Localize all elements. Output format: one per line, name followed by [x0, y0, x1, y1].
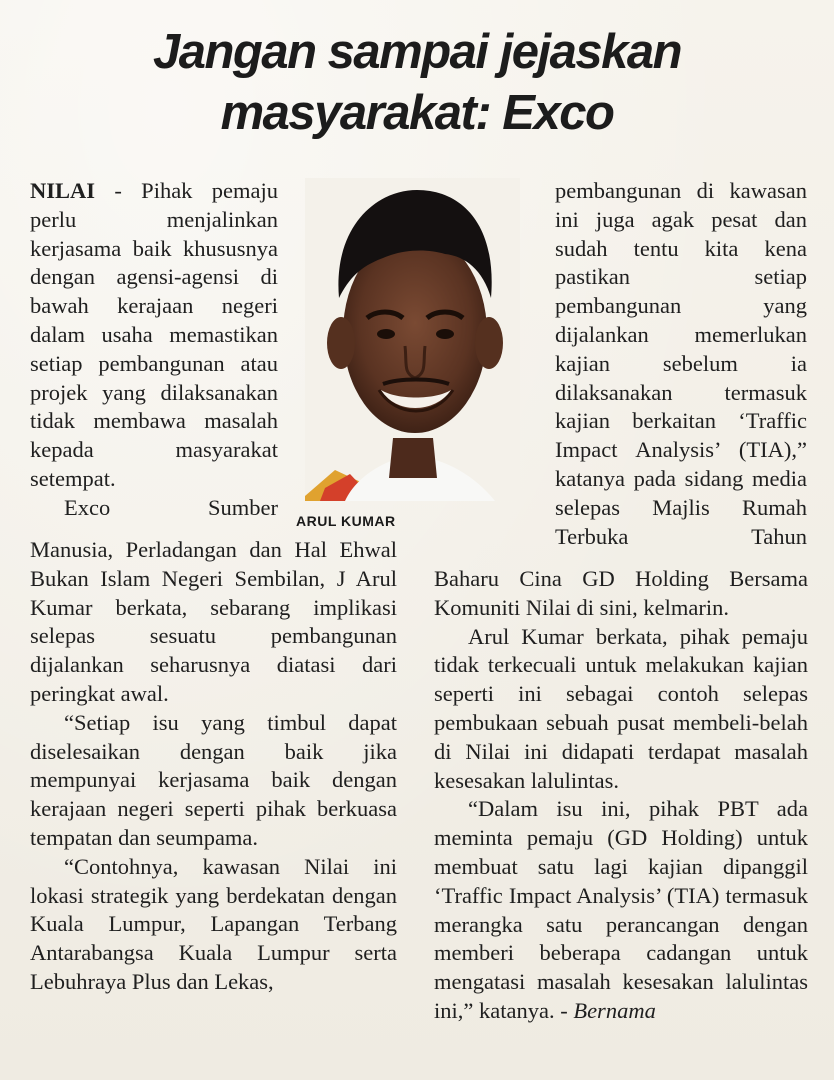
paragraph-4-end: Baharu Cina GD Holding Bersama Komuniti Nilai di sini, kelmarin. [434, 566, 808, 620]
paragraph-2-rest: Manusia, Perladangan dan Hal Ehwal Bukan Islam Negeri Sembilan, J Arul Kumar berkata, sebarang implikasi selepas sesuatu pembangunan dijalankan seharusnya diatasi dari peringkat awal. [30, 537, 397, 706]
column-right-upper [555, 177, 807, 551]
paragraph-2-start: Exco Sumber [64, 494, 278, 520]
paragraph-6 [434, 795, 808, 1025]
column-left-lower [30, 536, 397, 997]
paragraph-1 [30, 177, 278, 494]
paragraph-5: Arul Kumar berkata, pihak pemaju tidak terkecuali untuk melakukan kajian seperti ini sebagai contoh selepas pembukaan sebuah pusat membeli-belah di Nilai ini didapati terdapat masalah kesesakan lalulintas. [434, 623, 808, 793]
headline-line-2: masyarakat: Exco [220, 86, 614, 140]
column-right-lower [434, 565, 808, 1026]
paragraph-1-text: - Pihak pemaju perlu menjalinkan kerjasama baik khususnya dengan agensi-agensi di bawah kerajaan negeri dalam usaha memastikan setiap pembangunan atau projek yang dilaksanakan tidak membawa masalah kepada masyarakat setempat. [30, 178, 278, 491]
paragraph-3: “Setiap isu yang timbul dapat diselesaikan dengan baik jika mempunyai kerjasama baik dengan kerajaan negeri seperti pihak berkuasa tempatan dan seumpama. [30, 709, 397, 850]
byline: Bernama [573, 997, 656, 1023]
headline [0, 22, 834, 144]
headline-line-1: Jangan sampai jejaskan [152, 25, 682, 79]
portrait-photo [305, 178, 520, 501]
dateline: NILAI [30, 178, 96, 203]
paragraph-4-continued: pembangunan di kawasan ini juga agak pesat dan sudah tentu kita kena pastikan setiap pembangunan yang dijalankan memerlukan kajian sebelum ia dilaksanakan termasuk kajian berkaitan ‘Traffic Impact Analysis’ (TIA),” katanya pada sidang media selepas Majlis Rumah Terbuka Tahun [555, 178, 807, 549]
photo-caption: ARUL KUMAR [296, 513, 396, 529]
paragraph-4: “Contohnya, kawasan Nilai ini lokasi strategik yang berdekatan dengan Kuala Lumpur, Lapangan Terbang Antarabangsa Kuala Lumpur serta Lebuhraya Plus dan Lekas, [30, 853, 397, 994]
column-left-upper [30, 177, 278, 523]
paragraph-6-text: “Dalam isu ini, pihak PBT ada meminta pemaju (GD Holding) untuk membuat satu lagi kajian dipanggil ‘Traffic Impact Analysis’ (TIA) termasuk merangka satu perancangan dengan memberi beberapa cadangan untuk mengatasi masalah kesesakan lalulintas ini,” katanya. - [434, 796, 808, 1023]
